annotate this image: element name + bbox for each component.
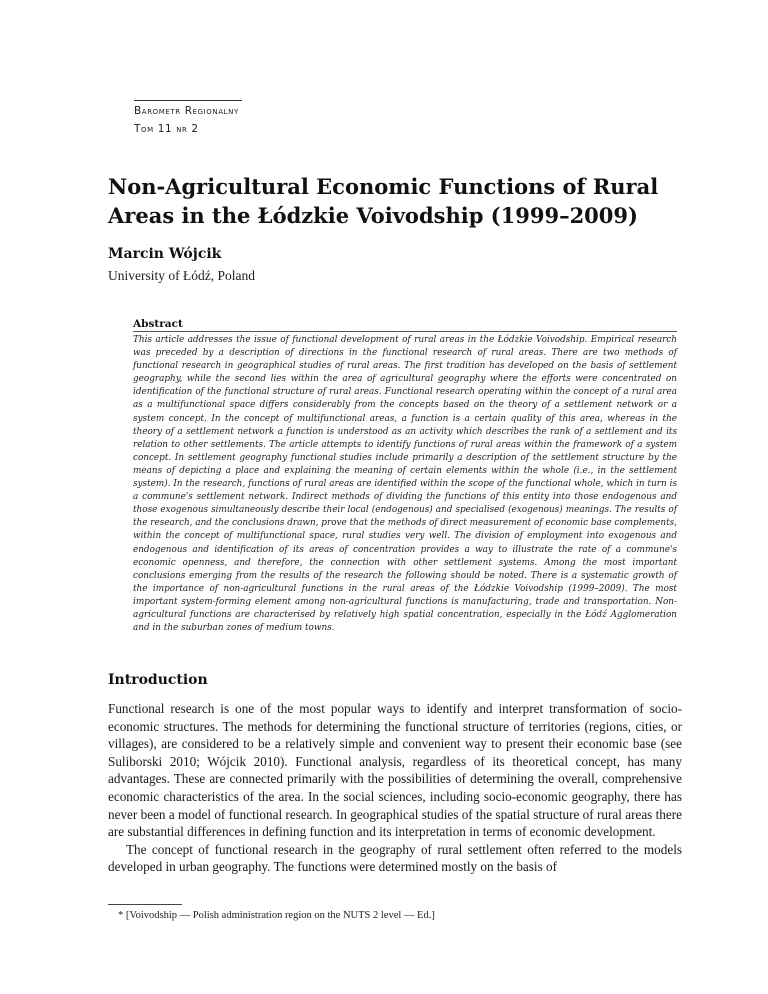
body-paragraph: Functional research is one of the most popular ways to identify and interpret transformation of socio-economic structures. The methods for determining the functional structure of territories (regions, cities, or villages), are considered to be a relatively simple and convenient way to present their economic base (see Suliborski 2010; Wójcik 2010). Functional analysis, regardless of its theoretical concept, has many advantages. These are connected primarily with the possibilities of determining the overall, comprehensive economic characteristics of the area. In the social sciences, including socio-economic geography, there has never been a model of functional research. In geographical studies of the spatial structure of rural areas there are substantial differences in defining function and its interpretation in terms of economic development.: [108, 701, 682, 840]
footnote: * [Voivodship — Polish administration region on the NUTS 2 level — Ed.]: [118, 910, 435, 921]
author-affiliation: University of Łódź, Poland: [108, 268, 255, 283]
abstract-heading: Abstract: [133, 318, 677, 332]
abstract-text: This article addresses the issue of functional development of rural areas in the Łódzkie Voivodship. Empirical research was preceded by a description of directions in the functional research of rural areas. There are two methods of functional research in geographical studies of rural areas. The first tradition has developed on the basis of settlement geography, while the second lies within the area of agricultural geography where the efforts were concentrated on identification of the functional structure of rural areas. Functional research operating within the concept of a rural area as a multifunctional space differs considerably from the concepts based on the theory of a settlement network or a system concept. In the concept of multifunctional areas, a function is a certain quality of this area, whereas in the theory of a settlement network a function is understood as an activity which describes the rank of a settlement and its relation to other settlements. The article attempts to identify functions of rural areas within the framework of a system concept. In settlement geography functional studies include primarily a description of the settlement structure by the means of depicting a place and explaining the meaning of certain elements within the whole (i.e., in the settlement system). In the research, functions of rural areas are identified within the scope of the functional whole, which in turn is a commune's settlement network. Indirect methods of dividing the functions of this entity into those endogenous and those exogenous simultaneously describe their local (endogenous) and specialised (exogenous) meanings. The results of the research, and the conclusions drawn, prove that the methods of direct measurement of economic base complements, within the concept of multifunctional space, rural studies very well. The division of employment into exogenous and endogenous and identification of its areas of concentration provides a way to illustrate the rate of a commune's economic openness, and therefore, the connection with other settlement systems. Among the most important conclusions emerging from the results of the research the following should be noted. There is a systematic growth of the importance of non-agricultural functions in the rural areas of the Łódzkie Voivodship (1999–2009). The most important system-forming element among non-agricultural functions is manufacturing, trade and transportation. Non-agricultural functions are characterised by relatively high spatial concentration, especially in the Łódź Agglomeration and in the suburban zones of medium towns.: [133, 335, 677, 634]
journal-header: [134, 100, 242, 138]
section-heading-introduction: Introduction: [108, 672, 208, 688]
body-paragraph: The concept of functional research in the geography of rural settlement often referred to the models developed in urban geography. The functions were determined mostly on the basis of: [108, 841, 682, 875]
article-title: Non-Agricultural Economic Functions of Rural Areas in the Łódzkie Voivodship (1999–2009): [108, 174, 659, 228]
abstract-block: [133, 318, 677, 635]
journal-volume: Tom 11 nr 2: [134, 123, 199, 135]
footnote-rule: [108, 904, 182, 905]
journal-name: Barometr Regionalny: [134, 105, 239, 117]
introduction-body: [108, 700, 682, 876]
journal-rule: [134, 100, 242, 101]
author-name: Marcin Wójcik: [108, 246, 222, 262]
